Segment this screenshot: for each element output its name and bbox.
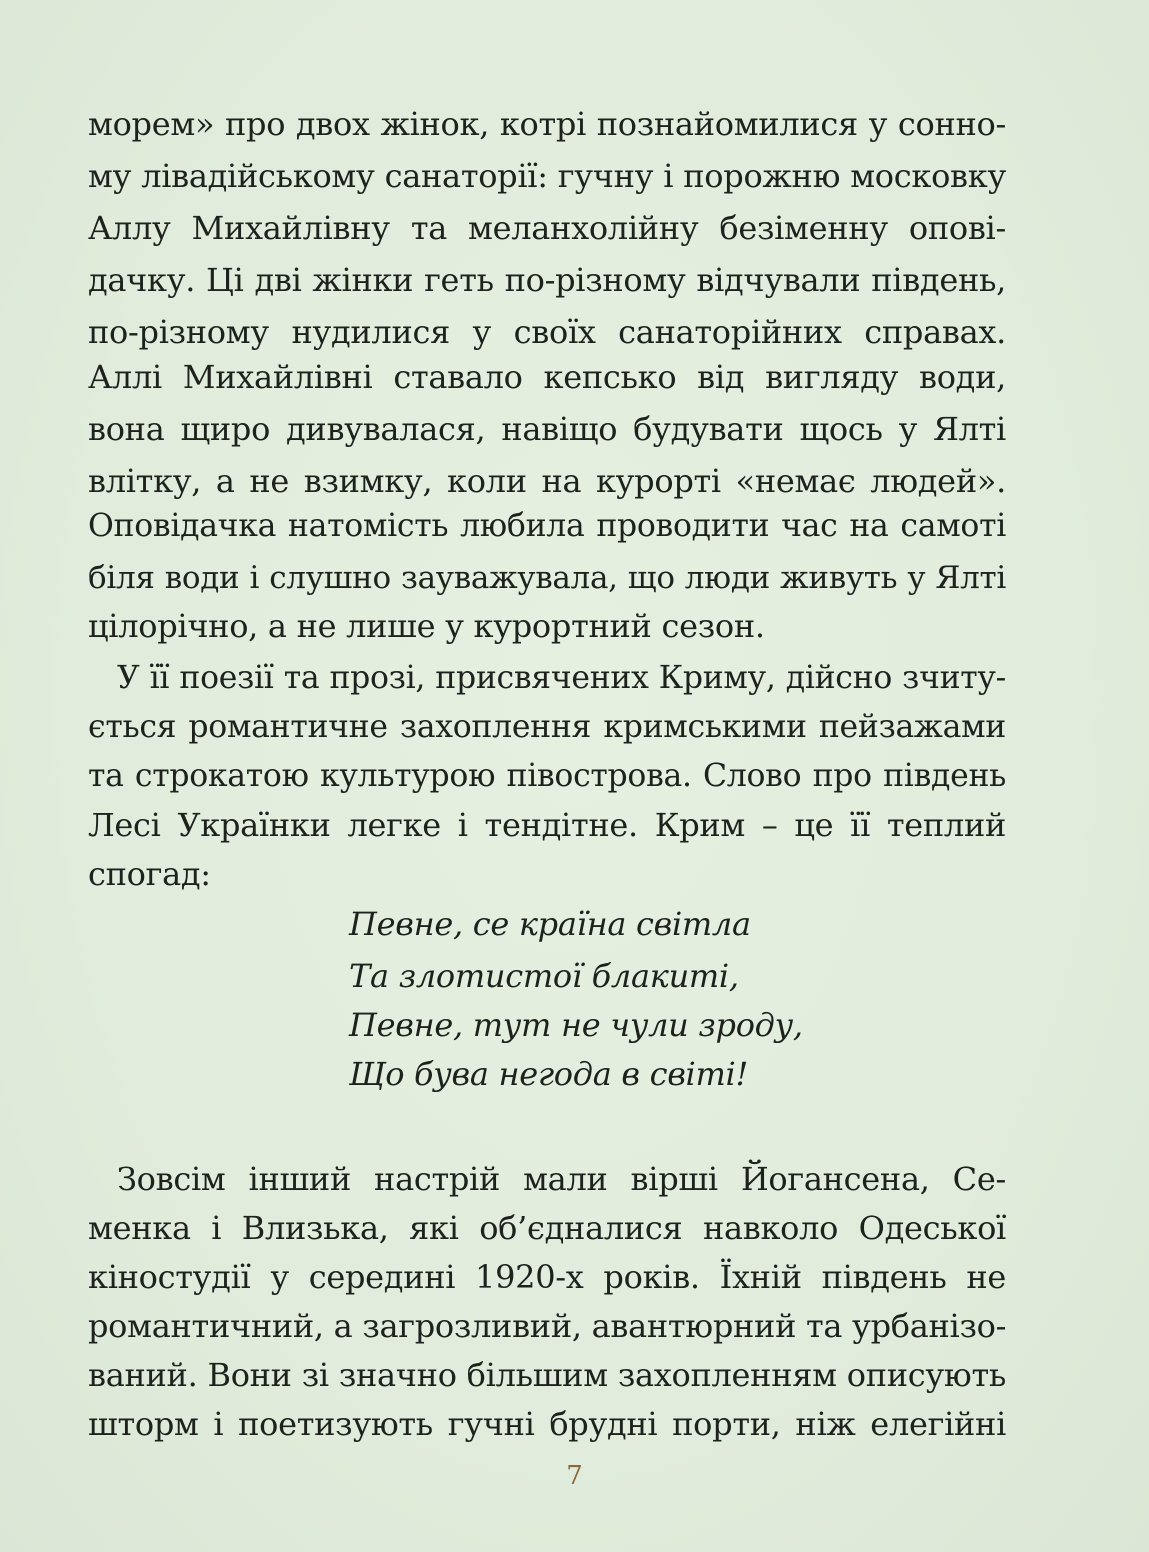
text-line: менка і Влизька, які об’єдналися навколо Одеської (88, 1209, 1006, 1247)
text-line: Аллі Михайлівні ставало кепсько від вигляду води, (88, 358, 1006, 396)
text-line: та строкатою культурою півострова. Слово про південь (88, 758, 1006, 794)
text-line: шторм і поетизують гучні брудні порти, ніж елегійні (88, 1405, 1006, 1443)
text-line: кіностудії у середині 1920-х років. Їхній південь не (88, 1258, 1006, 1296)
text-line: Аллу Михайлівну та меланхолійну безіменну опові- (88, 209, 1006, 247)
text-line: цілорічно, а не лише у курортний сезон. (88, 607, 765, 645)
page-number: 7 (566, 1461, 583, 1491)
poem-line: Що бува негода в світі! (349, 1055, 749, 1093)
text-line: біля води і слушно зауважувала, що люди живуть у Ялті (88, 560, 1006, 596)
text-line: дачку. Ці дві жінки геть по-різному відчували південь, (88, 261, 1006, 299)
text-line: У її поезії та прозі, присвячених Криму, дійсно зчиту- (117, 660, 1006, 696)
text-line: Оповідачка натомість любила проводити час на самоті (88, 508, 1006, 544)
text-line: спогад: (88, 855, 211, 893)
text-line: ється романтичне захоплення кримськими пейзажами (88, 709, 1006, 745)
text-line: вона щиро дивувалася, навіщо будувати щось у Ялті (88, 410, 1006, 448)
text-line: ваний. Вони зі значно більшим захопленням описують (88, 1356, 1006, 1394)
text-line: морем» про двох жінок, котрі познайомилися у сонно- (88, 105, 1006, 143)
text-line: Зовсім інший настрій мали вірші Йогансена, Се- (117, 1160, 1006, 1198)
poem-line: Та злотистої блакиті, (349, 957, 739, 995)
text-line: влітку, а не взимку, коли на курорті «немає людей». (88, 462, 1006, 500)
text-line: романтичний, а загрозливий, авантюрний та урбанізо- (88, 1307, 1007, 1345)
text-line: Лесі Українки легке і тендітне. Крим – це її теплий (88, 806, 1006, 844)
poem-line: Певне, се країна світла (349, 905, 751, 943)
text-line: му лівадійському санаторії: гучну і порожню московку (88, 157, 1006, 195)
poem-line: Певне, тут не чули зроду, (349, 1006, 803, 1044)
text-line: по-різному нудилися у своїх санаторійних справах. (88, 313, 1006, 351)
